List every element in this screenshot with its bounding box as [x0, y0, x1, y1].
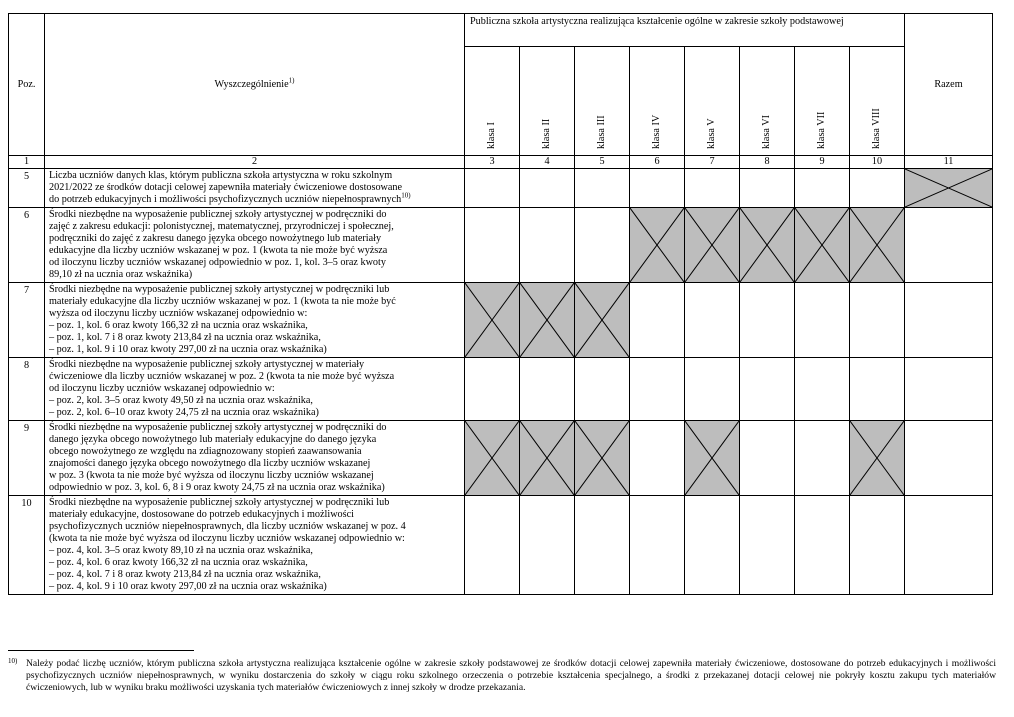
cross-mark-icon: [520, 421, 574, 495]
description-line: do potrzeb edukacyjnych i możliwości psychofizycznych uczniów niepełnosprawnych$^{10)}$: [49, 191, 411, 205]
class-input-cell[interactable]: [630, 421, 685, 496]
cross-mark-icon: [850, 421, 904, 495]
cross-mark-icon: [685, 208, 739, 282]
column-number-7: 7: [685, 156, 740, 169]
class-input-cell[interactable]: [630, 169, 685, 208]
row-description: [45, 358, 465, 421]
description-line: Liczba uczniów danych klas, którym publiczna szkoła artystyczna w roku szkolnym: [49, 170, 393, 181]
description-line: obcego nowożytnego ze względu na zdiagnozowany stopień zaawansowania: [49, 446, 362, 457]
row-description: [45, 208, 465, 283]
header-school-group: Publiczna szkoła artystyczna realizująca kształcenie ogólne w zakresie szkoły podstawowej: [465, 14, 905, 47]
class-input-cell[interactable]: [850, 283, 905, 358]
class-input-cell[interactable]: [685, 358, 740, 421]
crossed-out-cell: [850, 421, 905, 496]
header-class-6: klasa VI: [740, 47, 795, 156]
description-line: od iloczynu liczby uczniów wskazanej odpowiednio w:: [49, 383, 275, 394]
header-class-2: klasa II: [520, 47, 575, 156]
cross-mark-icon: [740, 208, 794, 282]
row-description: [45, 421, 465, 496]
class-input-cell[interactable]: [520, 496, 575, 595]
class-input-cell[interactable]: [850, 496, 905, 595]
description-line: ćwiczeniowe dla liczby uczniów wskazanej w poz. 2 (kwota ta nie może być wyższa: [49, 371, 395, 382]
class-input-cell[interactable]: [740, 283, 795, 358]
description-line: materiały edukacyjne dla liczby uczniów wskazanej w poz. 1 (kwota ta nie może być: [49, 296, 396, 307]
class-input-cell[interactable]: [685, 496, 740, 595]
crossed-out-cell: [795, 208, 850, 283]
razem-input-cell[interactable]: [905, 421, 993, 496]
description-line: Środki niezbędne na wyposażenie publicznej szkoły artystycznej w podręczniki do: [49, 209, 387, 220]
row-poz: 8: [9, 358, 45, 421]
column-number-1: 1: [9, 156, 45, 169]
class-input-cell[interactable]: [630, 496, 685, 595]
crossed-out-cell: [905, 169, 993, 208]
class-input-cell[interactable]: [630, 283, 685, 358]
class-input-cell[interactable]: [465, 169, 520, 208]
description-line: podręczniki do zajęć z zakresu danego języka obcego nowożytnego lub materiały: [49, 233, 382, 244]
description-line: – poz. 4, kol. 7 i 8 oraz kwoty 213,84 zł na ucznia oraz wskaźnika,: [49, 569, 321, 580]
crossed-out-cell: [520, 283, 575, 358]
column-number-9: 9: [795, 156, 850, 169]
description-line: – poz. 2, kol. 6–10 oraz kwoty 24,75 zł na ucznia oraz wskaźnika): [49, 407, 319, 418]
class-input-cell[interactable]: [795, 358, 850, 421]
class-input-cell[interactable]: [520, 169, 575, 208]
class-input-cell[interactable]: [740, 358, 795, 421]
cross-mark-icon: [795, 208, 849, 282]
description-line: edukacyjne dla liczby uczniów wskazanej w poz. 1 (kwota ta nie może być wyższa: [49, 245, 388, 256]
column-number-11: 11: [905, 156, 993, 169]
class-input-cell[interactable]: [795, 283, 850, 358]
footnote: [8, 658, 996, 694]
class-input-cell[interactable]: [795, 421, 850, 496]
cross-mark-icon: [685, 421, 739, 495]
description-line: – poz. 1, kol. 7 i 8 oraz kwoty 213,84 zł na ucznia oraz wskaźnika,: [49, 332, 321, 343]
table-row: [9, 208, 993, 283]
class-input-cell[interactable]: [575, 358, 630, 421]
crossed-out-cell: [685, 208, 740, 283]
description-line: – poz. 1, kol. 9 i 10 oraz kwoty 297,00 zł na ucznia oraz wskaźnika): [49, 344, 327, 355]
description-line: – poz. 4, kol. 9 i 10 oraz kwoty 297,00 zł na ucznia oraz wskaźnika): [49, 581, 327, 592]
column-number-5: 5: [575, 156, 630, 169]
razem-input-cell[interactable]: [905, 358, 993, 421]
row-poz: 9: [9, 421, 45, 496]
cross-mark-icon: [575, 283, 629, 357]
header-class-4: klasa IV: [630, 47, 685, 156]
description-line: Środki niezbędne na wyposażenie publicznej szkoły artystycznej w podręczniki do: [49, 422, 387, 433]
footnote-ref: 10): [401, 191, 411, 200]
crossed-out-cell: [465, 283, 520, 358]
description-line: psychofizycznych uczniów niepełnosprawnych, dla liczby uczniów wskazanej w poz. 4: [49, 521, 406, 532]
description-line: od iloczynu liczby uczniów wskazanej odpowiednio w poz. 1, kol. 3–5 oraz kwoty: [49, 257, 386, 268]
table-row: [9, 421, 993, 496]
description-line: w poz. 3 (kwota ta nie może być wyższa od iloczynu liczby uczniów wskazanej: [49, 470, 374, 481]
cross-mark-icon: [630, 208, 684, 282]
table-row: [9, 283, 993, 358]
footnote-number: 10): [8, 657, 18, 665]
class-input-cell[interactable]: [465, 358, 520, 421]
row-poz: 10: [9, 496, 45, 595]
description-line: wyższa od iloczynu liczby uczniów wskazanej odpowiednio w:: [49, 308, 308, 319]
description-line: odpowiednio w poz. 3, kol. 6, 8 i 9 oraz kwoty 24,75 zł na ucznia oraz wskaźnika): [49, 482, 385, 493]
row-description: [45, 169, 465, 208]
footnote-separator: [8, 650, 194, 651]
column-number-8: 8: [740, 156, 795, 169]
row-poz: 5: [9, 169, 45, 208]
cross-mark-icon: [520, 283, 574, 357]
class-input-cell[interactable]: [795, 169, 850, 208]
cross-mark-icon: [465, 421, 519, 495]
footnote-ref: 1): [288, 76, 295, 85]
header-class-5: klasa V: [685, 47, 740, 156]
description-line: znajomości danego języka obcego nowożytnego dla liczby uczniów wskazanej: [49, 458, 371, 469]
table-row: [9, 358, 993, 421]
cross-mark-icon: [465, 283, 519, 357]
razem-input-cell[interactable]: [905, 208, 993, 283]
cross-mark-icon: [905, 169, 992, 207]
row-poz: 7: [9, 283, 45, 358]
class-input-cell[interactable]: [520, 208, 575, 283]
cross-mark-icon: [850, 208, 904, 282]
description-line: Środki niezbędne na wyposażenie publicznej szkoły artystycznej w materiały: [49, 359, 365, 370]
class-input-cell[interactable]: [575, 169, 630, 208]
crossed-out-cell: [465, 421, 520, 496]
description-line: materiały edukacyjne, dostosowane do potrzeb edukacyjnych i możliwości: [49, 509, 354, 520]
class-input-cell[interactable]: [740, 169, 795, 208]
column-number-10: 10: [850, 156, 905, 169]
class-input-cell[interactable]: [520, 358, 575, 421]
header-class-7: klasa VII: [795, 47, 850, 156]
class-input-cell[interactable]: [465, 496, 520, 595]
crossed-out-cell: [740, 208, 795, 283]
footnote-text: Należy podać liczbę uczniów, którym publiczna szkoła artystyczna realizująca kształcenie ogólne w zakresie szkoły podstawowej ze środków dotacji celowej zapewniła materiały ćwiczeniowe, dostosowane do potrzeb edukacyjnych i możliwości psychofizycznych uczniów niepełnosprawnych, w wyniku dostarczenia do szkoły w ciągu roku szkolnego orzeczenia o potrzebie kształcenia specjalnego, a środki z przekazanej dotacji celowej nie pokryły kosztu zakupu tych materiałów ćwiczeniowych, lub w wyniku braku możliwości uzyskania tych materiałów ćwiczeniowych z innej szkoły w drodze przekazania.: [26, 658, 996, 693]
description-line: Środki niezbędne na wyposażenie publicznej szkoły artystycznej w podręczniki lub: [49, 497, 390, 508]
header-class-8: klasa VIII: [850, 47, 905, 156]
header-class-1: klasa I: [465, 47, 520, 156]
description-line: 2021/2022 ze środków dotacji celowej zapewniła materiały ćwiczeniowe dostosowane: [49, 182, 403, 193]
class-input-cell[interactable]: [795, 496, 850, 595]
razem-input-cell[interactable]: [905, 283, 993, 358]
class-input-cell[interactable]: [575, 208, 630, 283]
row-description: [45, 283, 465, 358]
description-line: – poz. 1, kol. 6 oraz kwoty 166,32 zł na ucznia oraz wskaźnika,: [49, 320, 308, 331]
column-number-2: 2: [45, 156, 465, 169]
description-line: – poz. 4, kol. 3–5 oraz kwoty 89,10 zł na ucznia oraz wskaźnika,: [49, 545, 313, 556]
crossed-out-cell: [575, 283, 630, 358]
class-input-cell[interactable]: [575, 496, 630, 595]
row-description: [45, 496, 465, 595]
crossed-out-cell: [850, 208, 905, 283]
class-input-cell[interactable]: [850, 169, 905, 208]
header-class-3: klasa III: [575, 47, 630, 156]
razem-input-cell[interactable]: [905, 496, 993, 595]
description-line: – poz. 2, kol. 3–5 oraz kwoty 49,50 zł na ucznia oraz wskaźnika,: [49, 395, 313, 406]
description-line: 89,10 zł na ucznia oraz wskaźnika): [49, 269, 193, 280]
table-row: [9, 496, 993, 595]
cross-mark-icon: [575, 421, 629, 495]
description-line: (kwota ta nie może być wyższa od iloczynu liczby uczniów wskazanej odpowiednio w:: [49, 533, 405, 544]
column-number-3: 3: [465, 156, 520, 169]
column-number-6: 6: [630, 156, 685, 169]
description-line: zajęć z zakresu edukacji: polonistycznej, matematycznej, przyrodniczej i społecznej,: [49, 221, 394, 232]
crossed-out-cell: [520, 421, 575, 496]
description-line: – poz. 4, kol. 6 oraz kwoty 166,32 zł na ucznia oraz wskaźnika,: [49, 557, 308, 568]
class-input-cell[interactable]: [740, 496, 795, 595]
crossed-out-cell: [630, 208, 685, 283]
table-row: [9, 169, 993, 208]
class-input-cell[interactable]: [685, 169, 740, 208]
header-wyszczegolnienie: Wyszczególnienie$^{1)}$: [45, 14, 465, 156]
class-input-cell[interactable]: [630, 358, 685, 421]
class-input-cell[interactable]: [850, 358, 905, 421]
subsidy-form-table: [8, 13, 993, 595]
row-poz: 6: [9, 208, 45, 283]
column-number-4: 4: [520, 156, 575, 169]
class-input-cell[interactable]: [740, 421, 795, 496]
header-razem: Razem: [905, 14, 993, 156]
crossed-out-cell: [685, 421, 740, 496]
description-line: Środki niezbędne na wyposażenie publicznej szkoły artystycznej w podręczniki lub: [49, 284, 390, 295]
crossed-out-cell: [575, 421, 630, 496]
description-line: danego języka obcego nowożytnego lub materiały edukacyjne do danego języka: [49, 434, 377, 445]
class-input-cell[interactable]: [685, 283, 740, 358]
class-input-cell[interactable]: [465, 208, 520, 283]
header-poz: Poz.: [9, 14, 45, 156]
